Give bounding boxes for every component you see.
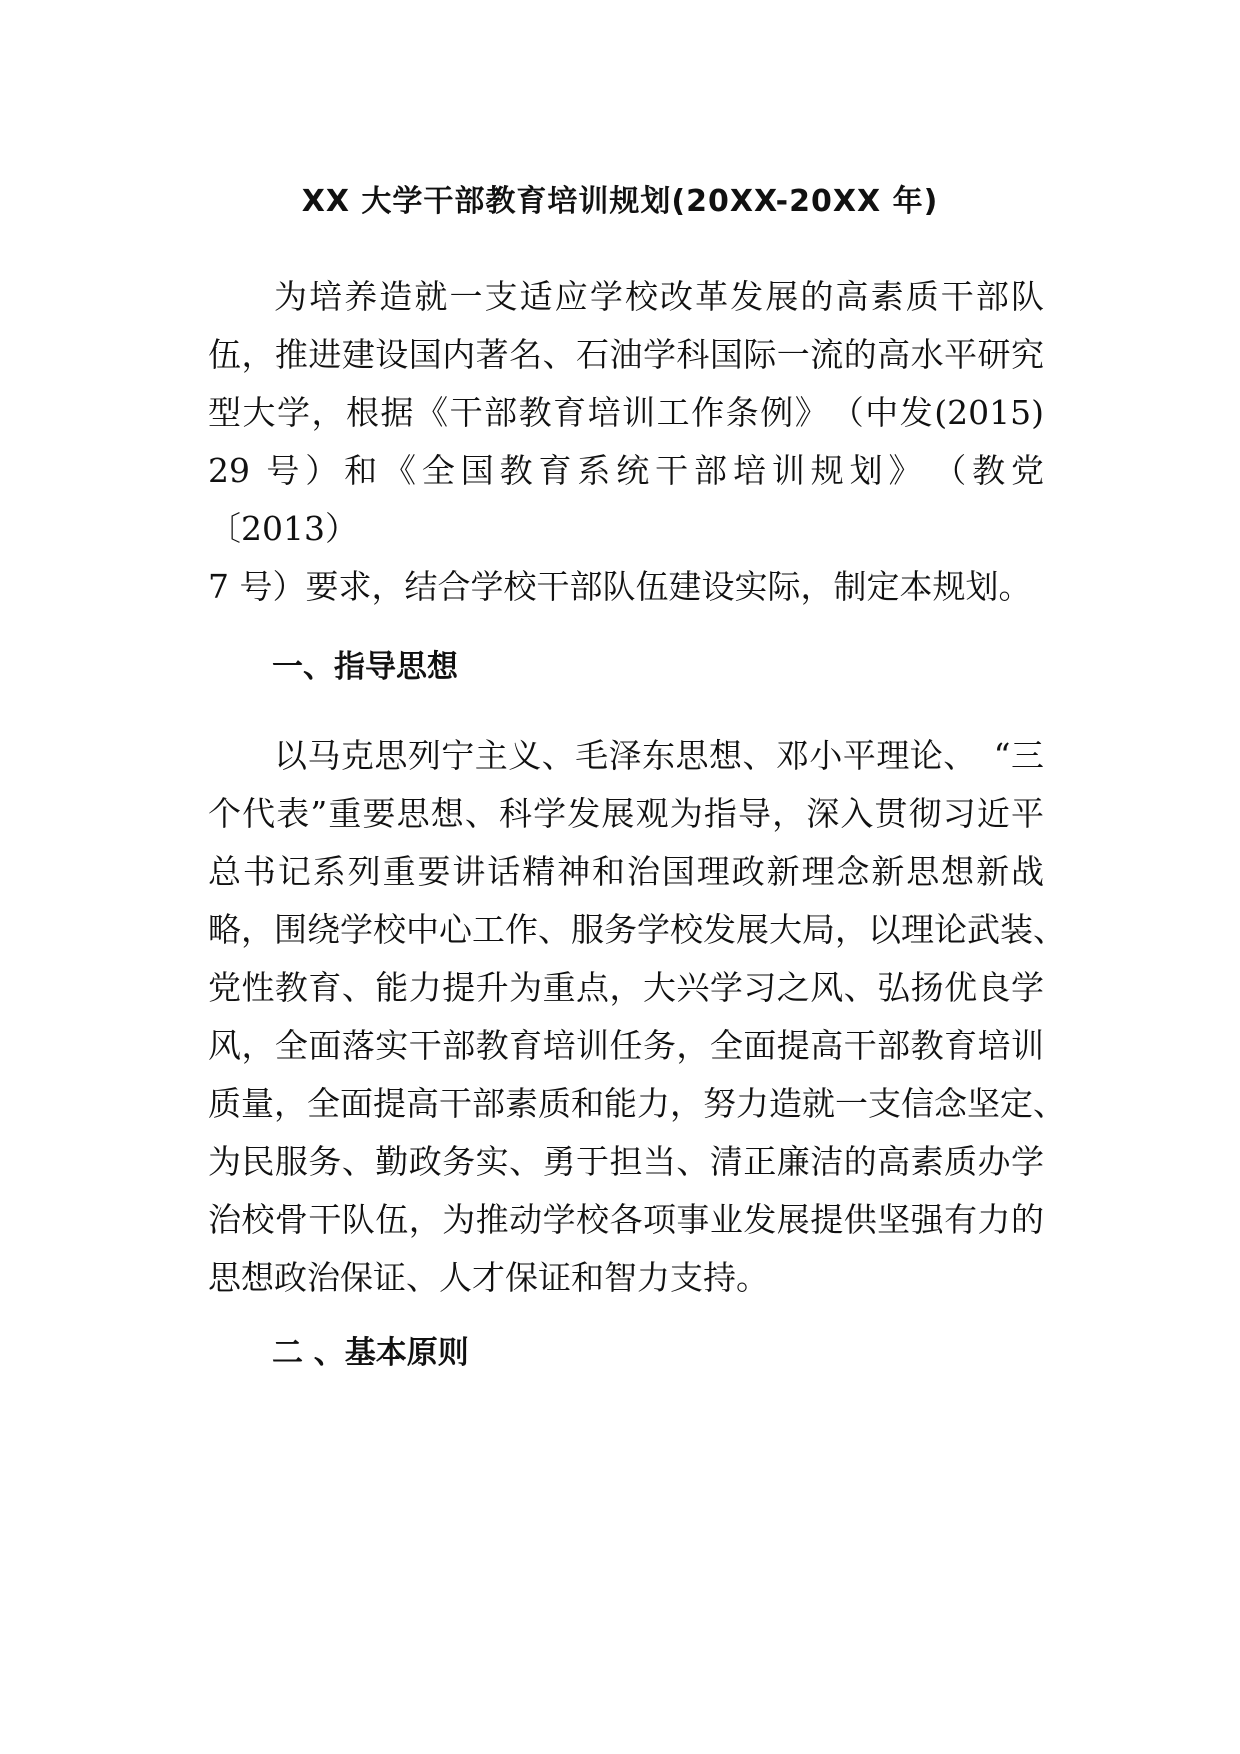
section-heading-guiding-ideology: 一、指导思想	[272, 649, 458, 685]
paragraph-line: 〔2013）	[208, 509, 358, 548]
paragraph-line: 为民服务、勤政务实、勇于担当、清正廉洁的高素质办学	[208, 1142, 1044, 1181]
document-title: XX 大学干部教育培训规划(20XX-20XX 年)	[301, 184, 939, 219]
paragraph-line: 个代表”重要思想、科学发展观为指导，深入贯彻习近平	[208, 794, 1044, 833]
paragraph-line: 伍，推进建设国内著名、石油学科国际一流的高水平研究	[208, 335, 1044, 374]
paragraph-line: 7 号）要求，结合学校干部队伍建设实际，制定本规划。	[208, 567, 1032, 606]
paragraph-line: 质量，全面提高干部素质和能力，努力造就一支信念坚定、	[208, 1084, 1066, 1123]
paragraph-line: 29 号）和《全国教育系统干部培训规划》 （教党	[208, 451, 1044, 490]
paragraph-line: 思想政治保证、人才保证和智力支持。	[208, 1258, 769, 1297]
paragraph-line: 为培养造就一支适应学校改革发展的高素质干部队	[274, 277, 1044, 316]
section-heading-basic-principles: 二 、基本原则	[272, 1335, 469, 1371]
paragraph-line: 治校骨干队伍，为推动学校各项事业发展提供坚强有力的	[208, 1200, 1044, 1239]
paragraph-line: 风，全面落实干部教育培训任务，全面提高干部教育培训	[208, 1026, 1044, 1065]
guiding-ideology-paragraph	[208, 727, 1066, 1307]
paragraph-line: 型大学，根据《干部教育培训工作条例》 （中发(2015)	[208, 393, 1044, 432]
paragraph-line: 总书记系列重要讲话精神和治国理政新理念新思想新战	[208, 852, 1044, 891]
intro-paragraph	[208, 268, 1044, 616]
paragraph-line: 党性教育、能力提升为重点，大兴学习之风、弘扬优良学	[208, 968, 1044, 1007]
paragraph-line: 以马克思列宁主义、毛泽东思想、邓小平理论、 “三	[274, 736, 1044, 775]
paragraph-line: 略，围绕学校中心工作、服务学校发展大局，以理论武装、	[208, 910, 1066, 949]
